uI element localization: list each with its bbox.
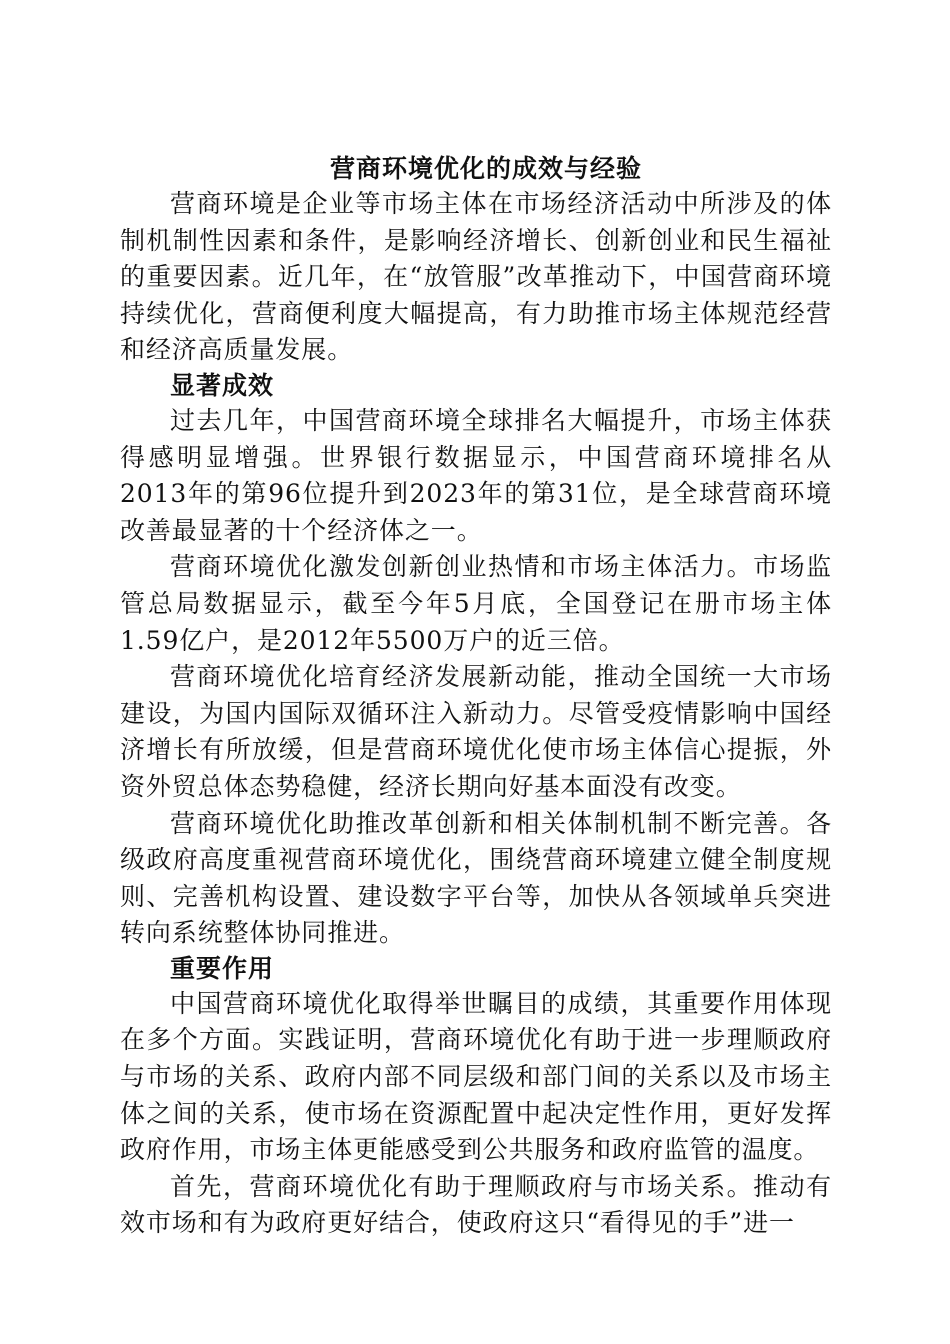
document-title: 营商环境优化的成效与经验 [329, 154, 642, 183]
body-paragraph: 营商环境优化激发创新创业热情和市场主体活力。市场监管总局数据显示，截至今年5月底，全国登记在册市场主体1.59亿户，是2012年5500万户的近三倍。 [120, 552, 832, 655]
body-paragraph: 营商环境优化培育经济发展新动能，推动全国统一大市场建设，为国内国际双循环注入新动力。尽管受疫情影响中国经济增长有所放缓，但是营商环境优化使市场主体信心提振，外资外贸总体态势稳健，经济长期向好基本面没有改变。 [120, 662, 832, 801]
section-heading-achievements: 显著成效 [170, 370, 275, 400]
document-page [120, 152, 832, 1242]
body-paragraph: 首先，营商环境优化有助于理顺政府与市场关系。推动有效市场和有为政府更好结合，使政府这只“看得见的手”进一 [120, 1171, 832, 1238]
body-paragraph: 中国营商环境优化取得举世瞩目的成绩，其重要作用体现在多个方面。实践证明，营商环境优化有助于进一步理顺政府与市场的关系、政府内部不同层级和部门间的关系以及市场主体之间的关系，使市场在资源配置中起决定性作用，更好发挥政府作用，市场主体更能感受到公共服务和政府监管的温度。 [120, 988, 832, 1165]
body-paragraph: 营商环境优化助推改革创新和相关体制机制不断完善。各级政府高度重视营商环境优化，围绕营商环境建立健全制度规则、完善机构设置、建设数字平台等，加快从各领域单兵突进转向系统整体协同推进。 [120, 808, 832, 948]
intro-paragraph: 营商环境是企业等市场主体在市场经济活动中所涉及的体制机制性因素和条件，是影响经济增长、创新创业和民生福祉的重要因素。近几年，在“放管服”改革推动下，中国营商环境持续优化，营商便利度大幅提高，有力助推市场主体规范经营和经济高质量发展。 [120, 189, 832, 365]
section-heading-role: 重要作用 [170, 953, 275, 983]
body-paragraph: 过去几年，中国营商环境全球排名大幅提升，市场主体获得感明显增强。世界银行数据显示，中国营商环境排名从2013年的第96位提升到2023年的第31位，是全球营商环境改善最显著的十个经济体之一。 [120, 405, 832, 545]
